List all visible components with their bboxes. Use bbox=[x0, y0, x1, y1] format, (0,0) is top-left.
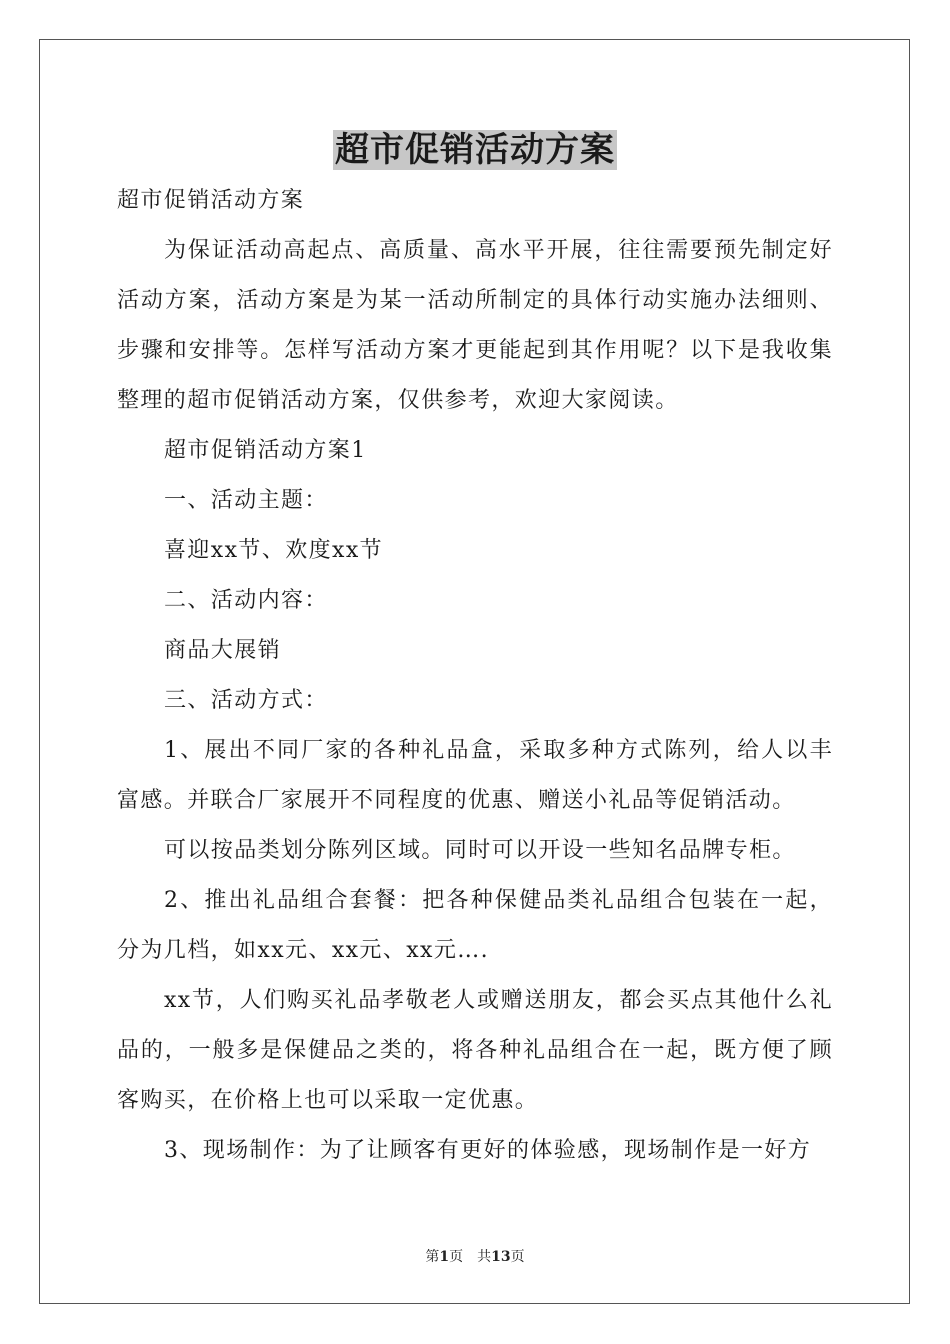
footer-page-total: 13 bbox=[491, 1249, 511, 1265]
page-footer bbox=[0, 1247, 950, 1267]
paragraph: 超市促销活动方案 bbox=[117, 188, 305, 213]
paragraph: 3、现场制作：为了让顾客有更好的体验感，现场制作是一好方 bbox=[164, 1138, 812, 1163]
paragraph: 2、推出礼品组合套餐：把各种保健品类礼品组合包装在一起，分为几档，如xx元、xx元、xx元…. bbox=[117, 888, 833, 963]
paragraph: 喜迎xx节、欢度xx节 bbox=[164, 538, 384, 563]
document-body bbox=[117, 176, 833, 1176]
footer-page-current: 1 bbox=[439, 1249, 450, 1265]
paragraph: 超市促销活动方案1 bbox=[164, 438, 367, 463]
paragraph: 为保证活动高起点、高质量、高水平开展，往往需要预先制定好活动方案，活动方案是为某一活动所制定的具体行动实施办法细则、步骤和安排等。怎样写活动方案才更能起到其作用呢？以下是我收集整理的超市促销活动方案，仅供参考，欢迎大家阅读。 bbox=[117, 238, 833, 413]
footer-mid: 页 共 bbox=[449, 1249, 492, 1265]
paragraph: xx节，人们购买礼品孝敬老人或赠送朋友，都会买点其他什么礼品的，一般多是保健品之类的，将各种礼品组合在一起，既方便了顾客购买，在价格上也可以采取一定优惠。 bbox=[117, 988, 833, 1113]
section-heading: 三、活动方式： bbox=[164, 688, 328, 713]
footer-prefix: 第 bbox=[425, 1249, 440, 1265]
paragraph: 1、展出不同厂家的各种礼品盒，采取多种方式陈列，给人以丰富感。并联合厂家展开不同程度的优惠、赠送小礼品等促销活动。 bbox=[117, 738, 833, 813]
document-title-text: 超市促销活动方案 bbox=[335, 130, 615, 170]
document-title bbox=[0, 128, 950, 172]
paragraph: 可以按品类划分陈列区域。同时可以开设一些知名品牌专柜。 bbox=[164, 838, 796, 863]
section-heading: 二、活动内容： bbox=[164, 588, 328, 613]
footer-suffix: 页 bbox=[510, 1249, 525, 1265]
paragraph: 商品大展销 bbox=[164, 638, 282, 663]
section-heading: 一、活动主题： bbox=[164, 488, 328, 513]
